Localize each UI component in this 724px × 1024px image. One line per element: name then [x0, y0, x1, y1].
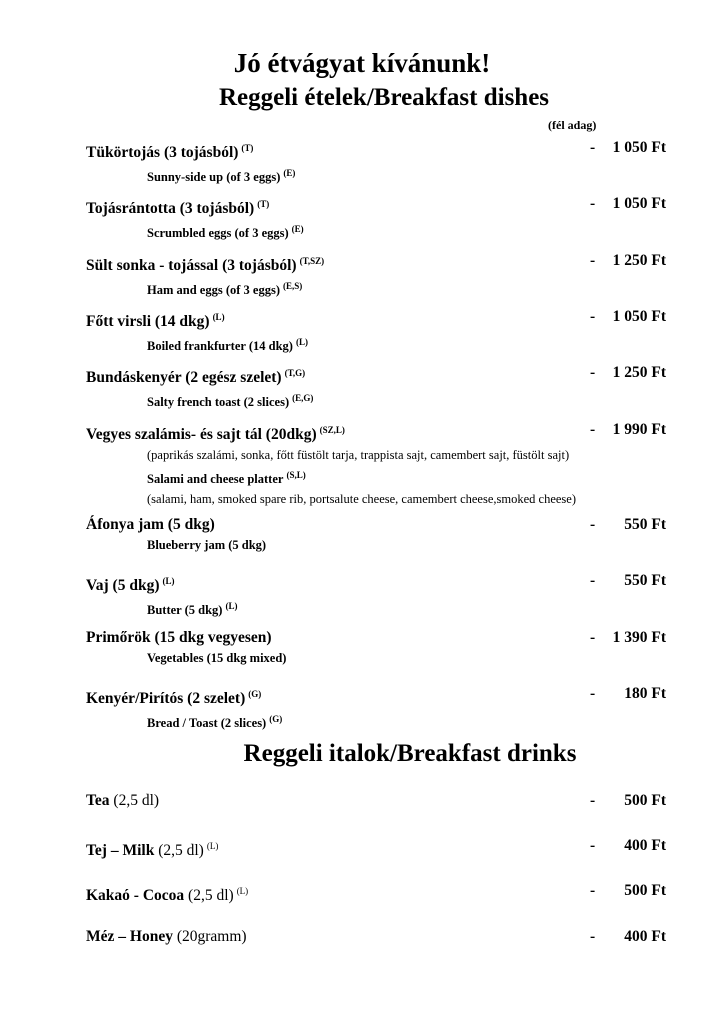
drink-item [86, 881, 666, 906]
menu-item [86, 515, 666, 555]
allergen-code: (G) [269, 714, 283, 724]
item-name: Kenyér/Pirítós (2 szelet) [86, 690, 246, 707]
allergen-code: (E) [291, 224, 304, 234]
item-price: 1 050 Ft [612, 139, 666, 156]
price-dash: - [590, 364, 596, 381]
price-dash: - [590, 516, 596, 533]
menu-item [86, 138, 666, 187]
item-english-name: Scrumbled eggs (of 3 eggs) [147, 226, 289, 240]
allergen-code: (E) [283, 168, 296, 178]
drink-volume: (2,5 dl) [154, 842, 204, 859]
allergen-code: (E,G) [292, 393, 314, 403]
allergen-code: (L) [236, 886, 249, 896]
item-name: Primőrök (15 dkg vegyesen) [86, 629, 272, 646]
drink-name: Tej – Milk [86, 842, 155, 859]
item-name: Tojásrántotta (3 tojásból) [86, 200, 255, 217]
menu-item [86, 684, 666, 733]
price-dash: - [590, 928, 596, 945]
allergen-code: (L) [225, 601, 238, 611]
allergen-code: (T,G) [284, 368, 306, 378]
price-dash: - [590, 792, 596, 809]
item-english-name: Blueberry jam (5 dkg) [147, 538, 267, 552]
drink-item [86, 836, 666, 861]
drink-volume: (2,5 dl) [109, 792, 160, 809]
item-english-name: Butter (5 dkg) [147, 603, 223, 617]
price-dash: - [590, 629, 596, 646]
allergen-code: (SZ,L) [319, 425, 345, 435]
drink-item [86, 927, 666, 947]
item-price: 500 Ft [624, 882, 666, 899]
item-english-name: Salami and cheese platter [147, 472, 284, 486]
allergen-code: (L) [206, 841, 219, 851]
item-price: 400 Ft [624, 928, 666, 945]
item-english-name: Ham and eggs (of 3 eggs) [147, 283, 280, 297]
item-price: 500 Ft [624, 792, 666, 809]
allergen-code: (T) [241, 143, 254, 153]
menu-item [86, 194, 666, 243]
item-price: 1 250 Ft [612, 252, 666, 269]
item-english-name: Salty french toast (2 slices) [147, 395, 290, 409]
item-name: Főtt virsli (14 dkg) [86, 313, 210, 330]
price-dash: - [590, 421, 596, 438]
drink-name: Kakaó - Cocoa [86, 887, 185, 904]
item-name: Tükörtojás (3 tojásból) [86, 144, 239, 161]
menu-item-platter [86, 420, 666, 509]
drink-name: Tea [86, 792, 110, 809]
allergen-code: (S,L) [286, 470, 306, 480]
item-price: 1 990 Ft [612, 421, 666, 438]
allergen-code: (E,S) [282, 281, 303, 291]
allergen-code: (L) [162, 576, 175, 586]
item-price: 1 050 Ft [612, 195, 666, 212]
price-dash: - [590, 139, 596, 156]
allergen-code: (L) [295, 337, 308, 347]
item-price: 400 Ft [624, 837, 666, 854]
price-dash: - [590, 837, 596, 854]
half-portion-label: (fél adag) [548, 118, 597, 132]
allergen-code: (G) [248, 689, 262, 699]
menu-item [86, 363, 666, 412]
item-name: Vegyes szalámis- és sajt tál (20dkg) [86, 426, 317, 443]
allergen-code: (T) [257, 199, 270, 209]
item-name: Sült sonka - tojással (3 tojásból) [86, 257, 297, 274]
drink-name: Méz – Honey [86, 928, 173, 945]
page-title: Jó étvágyat kívánunk! [233, 48, 491, 78]
menu-item [86, 251, 666, 300]
item-price: 550 Ft [624, 572, 666, 589]
platter-contents-hu: (paprikás szalámi, sonka, főtt füstölt tarja, trappista sajt, camembert sajt, füstölt sajt) [147, 448, 570, 462]
item-price: 180 Ft [624, 685, 666, 702]
price-dash: - [590, 572, 596, 589]
item-price: 1 250 Ft [612, 364, 666, 381]
drink-volume: (2,5 dl) [184, 887, 234, 904]
allergen-code: (T,SZ) [299, 256, 325, 266]
menu-item [86, 571, 666, 620]
drink-volume: (20gramm) [172, 928, 247, 945]
price-dash: - [590, 308, 596, 325]
price-dash: - [590, 685, 596, 702]
price-dash: - [590, 195, 596, 212]
price-dash: - [590, 252, 596, 269]
menu-item [86, 628, 666, 668]
drink-item [86, 791, 666, 811]
item-english-name: Vegetables (15 dkg mixed) [147, 651, 287, 665]
allergen-code: (L) [212, 312, 225, 322]
item-price: 550 Ft [624, 516, 666, 533]
menu-item [86, 307, 666, 356]
platter-contents-en: (salami, ham, smoked spare rib, portsalute cheese, camembert cheese,smoked cheese) [147, 492, 576, 506]
item-english-name: Bread / Toast (2 slices) [147, 716, 267, 730]
item-english-name: Boiled frankfurter (14 dkg) [147, 339, 293, 353]
item-name: Vaj (5 dkg) [86, 577, 160, 594]
item-english-name: Sunny-side up (of 3 eggs) [147, 170, 281, 184]
item-price: 1 390 Ft [612, 629, 666, 646]
dishes-heading: Reggeli ételek/Breakfast dishes [218, 84, 550, 111]
item-price: 1 050 Ft [612, 308, 666, 325]
item-name: Áfonya jam (5 dkg) [86, 516, 215, 533]
item-name: Bundáskenyér (2 egész szelet) [86, 369, 282, 386]
drinks-heading: Reggeli italok/Breakfast drinks [243, 740, 577, 767]
price-dash: - [590, 882, 596, 899]
